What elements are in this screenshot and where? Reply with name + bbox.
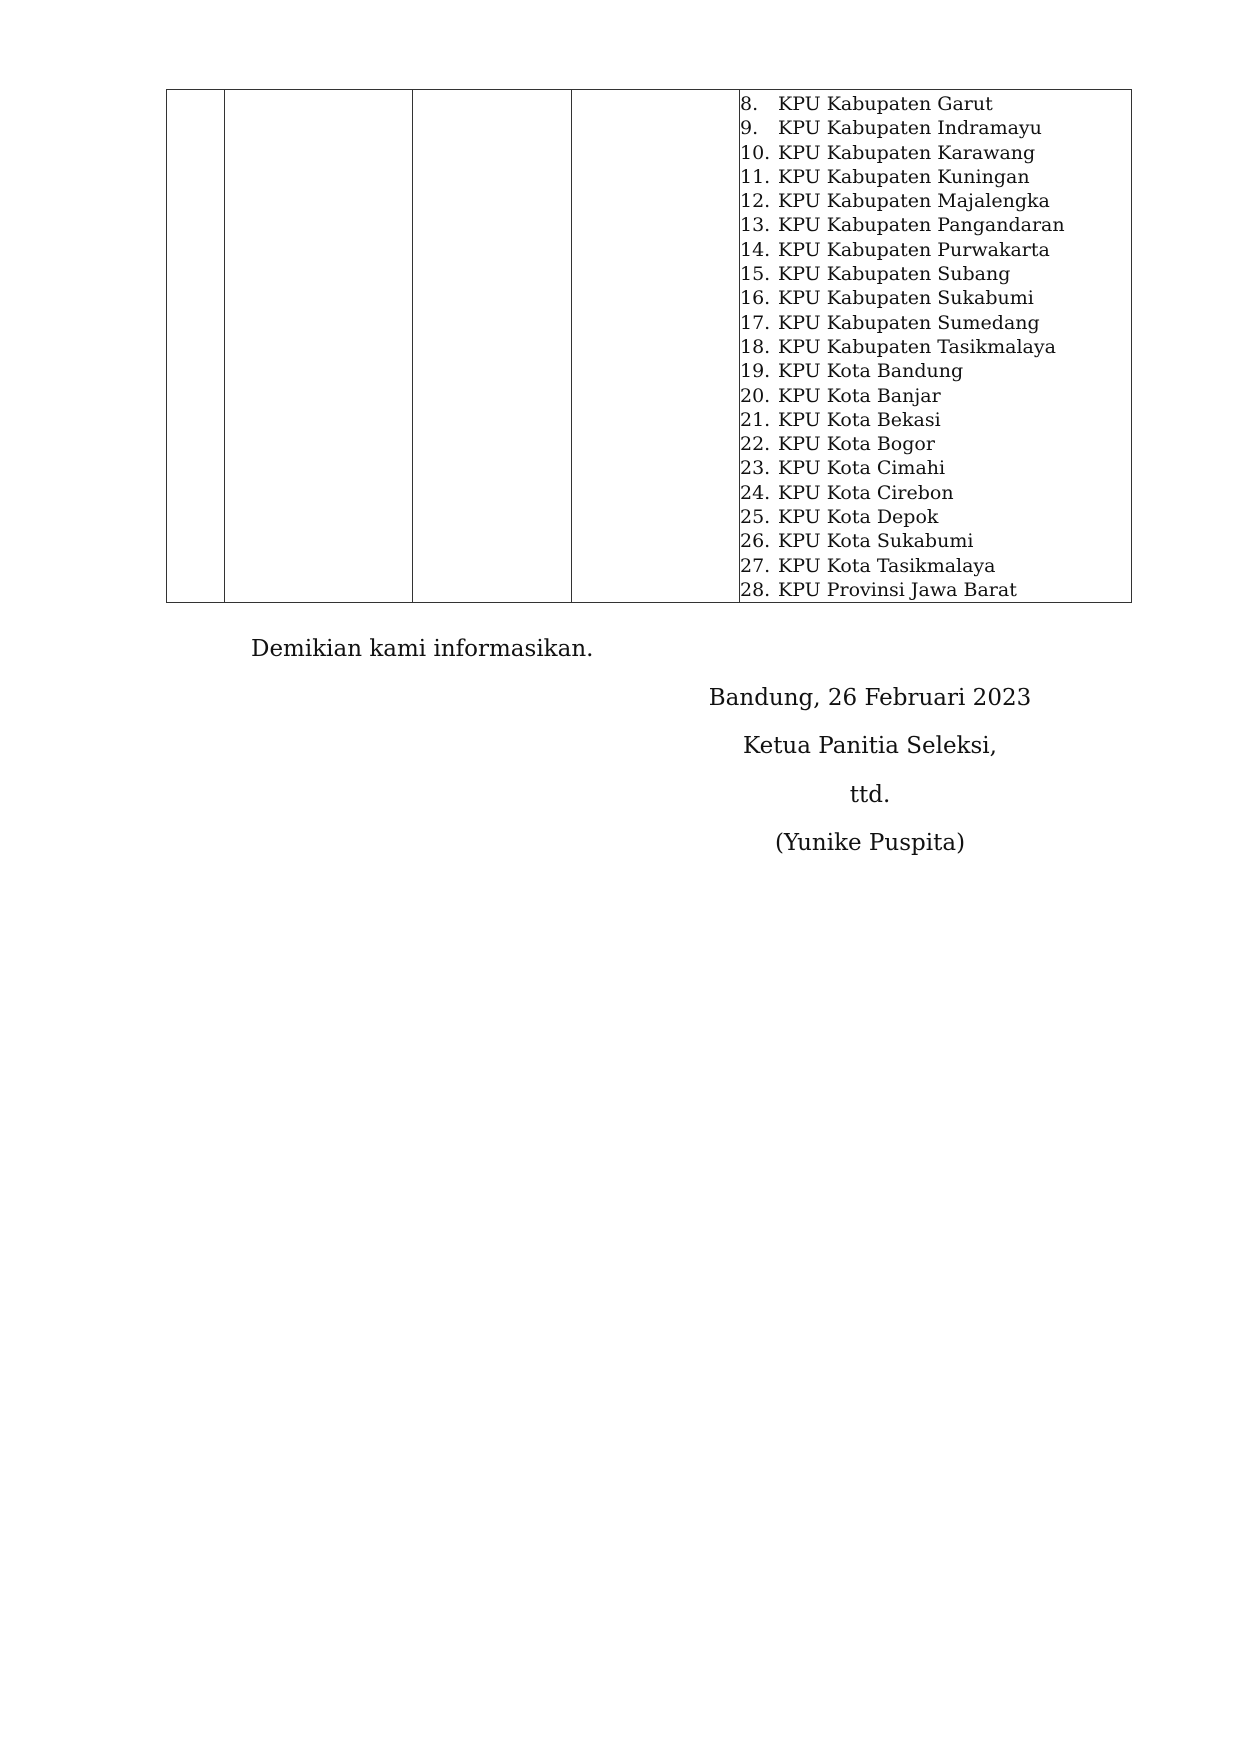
list-item-number: 18.	[740, 335, 771, 358]
list-item-name: KPU Kabupaten Kuningan	[778, 165, 1030, 188]
list-item	[740, 141, 1131, 165]
list-item-name: KPU Kota Bekasi	[778, 408, 941, 431]
list-item-name: KPU Kabupaten Tasikmalaya	[778, 335, 1056, 358]
list-item-number: 14.	[740, 238, 771, 261]
list-item-name: KPU Kota Cimahi	[778, 457, 946, 480]
list-item-name: KPU Kota Tasikmalaya	[778, 554, 996, 577]
list-item	[740, 432, 1131, 456]
list-item	[740, 189, 1131, 213]
list-item-number: 25.	[740, 506, 771, 529]
list-item	[740, 116, 1131, 140]
list-item-name: KPU Kabupaten Karawang	[778, 141, 1036, 164]
list-item-name: KPU Kabupaten Majalengka	[778, 190, 1050, 213]
list-item-name: KPU Kabupaten Sumedang	[778, 311, 1040, 334]
list-item-number: 24.	[740, 481, 771, 504]
table-column-3	[413, 90, 572, 602]
list-item-number: 28.	[740, 578, 771, 601]
list-item	[740, 529, 1131, 553]
list-item-name: KPU Kota Sukabumi	[778, 530, 974, 553]
agency-list	[740, 90, 1131, 602]
table-column-agency-list	[740, 90, 1131, 602]
list-item	[740, 481, 1131, 505]
list-item-name: KPU Kabupaten Indramayu	[778, 117, 1042, 140]
list-item-name: KPU Kabupaten Garut	[778, 93, 993, 115]
list-item	[740, 456, 1131, 480]
signature-title: Ketua Panitia Seleksi,	[743, 733, 997, 759]
list-item	[740, 213, 1131, 237]
list-item	[740, 578, 1131, 602]
list-item-number: 15.	[740, 263, 771, 286]
list-item-number: 27.	[740, 554, 771, 577]
list-item-number: 17.	[740, 311, 771, 334]
list-item-name: KPU Kabupaten Purwakarta	[778, 238, 1050, 261]
list-item-number: 11.	[740, 165, 771, 188]
list-item-number: 21.	[740, 408, 771, 431]
list-item	[740, 286, 1131, 310]
list-item-number: 22.	[740, 433, 771, 456]
signature-place-date: Bandung, 26 Februari 2023	[708, 685, 1032, 711]
list-item	[740, 238, 1131, 262]
list-item-name: KPU Provinsi Jawa Barat	[778, 578, 1017, 601]
list-item-number: 9.	[740, 117, 759, 140]
list-item	[740, 262, 1131, 286]
closing-paragraph: Demikian kami informasikan.	[251, 636, 594, 662]
table-column-4	[572, 90, 740, 602]
list-item-name: KPU Kota Depok	[778, 506, 939, 529]
list-item-number: 8.	[740, 93, 759, 115]
list-item	[740, 408, 1131, 432]
signature-name: (Yunike Puspita)	[774, 830, 966, 856]
table-column-1	[167, 90, 225, 602]
list-item-number: 16.	[740, 287, 771, 310]
list-item-number: 10.	[740, 141, 771, 164]
list-item-name: KPU Kota Bogor	[778, 433, 935, 456]
list-item	[740, 165, 1131, 189]
list-item	[740, 384, 1131, 408]
list-item	[740, 554, 1131, 578]
list-item	[740, 505, 1131, 529]
list-item-name: KPU Kabupaten Subang	[778, 263, 1011, 286]
list-item-number: 26.	[740, 530, 771, 553]
list-item-number: 12.	[740, 190, 771, 213]
list-item	[740, 359, 1131, 383]
signature-ttd: ttd.	[849, 782, 891, 808]
agency-table	[166, 89, 1132, 603]
list-item	[740, 92, 1131, 116]
table-column-2	[225, 90, 413, 602]
list-item-number: 20.	[740, 384, 771, 407]
list-item	[740, 335, 1131, 359]
list-item-name: KPU Kota Banjar	[778, 384, 941, 407]
list-item-number: 13.	[740, 214, 771, 237]
list-item	[740, 311, 1131, 335]
list-item-number: 19.	[740, 360, 771, 383]
list-item-number: 23.	[740, 457, 771, 480]
list-item-name: KPU Kabupaten Pangandaran	[778, 214, 1065, 237]
list-item-name: KPU Kota Cirebon	[778, 481, 954, 504]
list-item-name: KPU Kota Bandung	[778, 360, 964, 383]
list-item-name: KPU Kabupaten Sukabumi	[778, 287, 1034, 310]
